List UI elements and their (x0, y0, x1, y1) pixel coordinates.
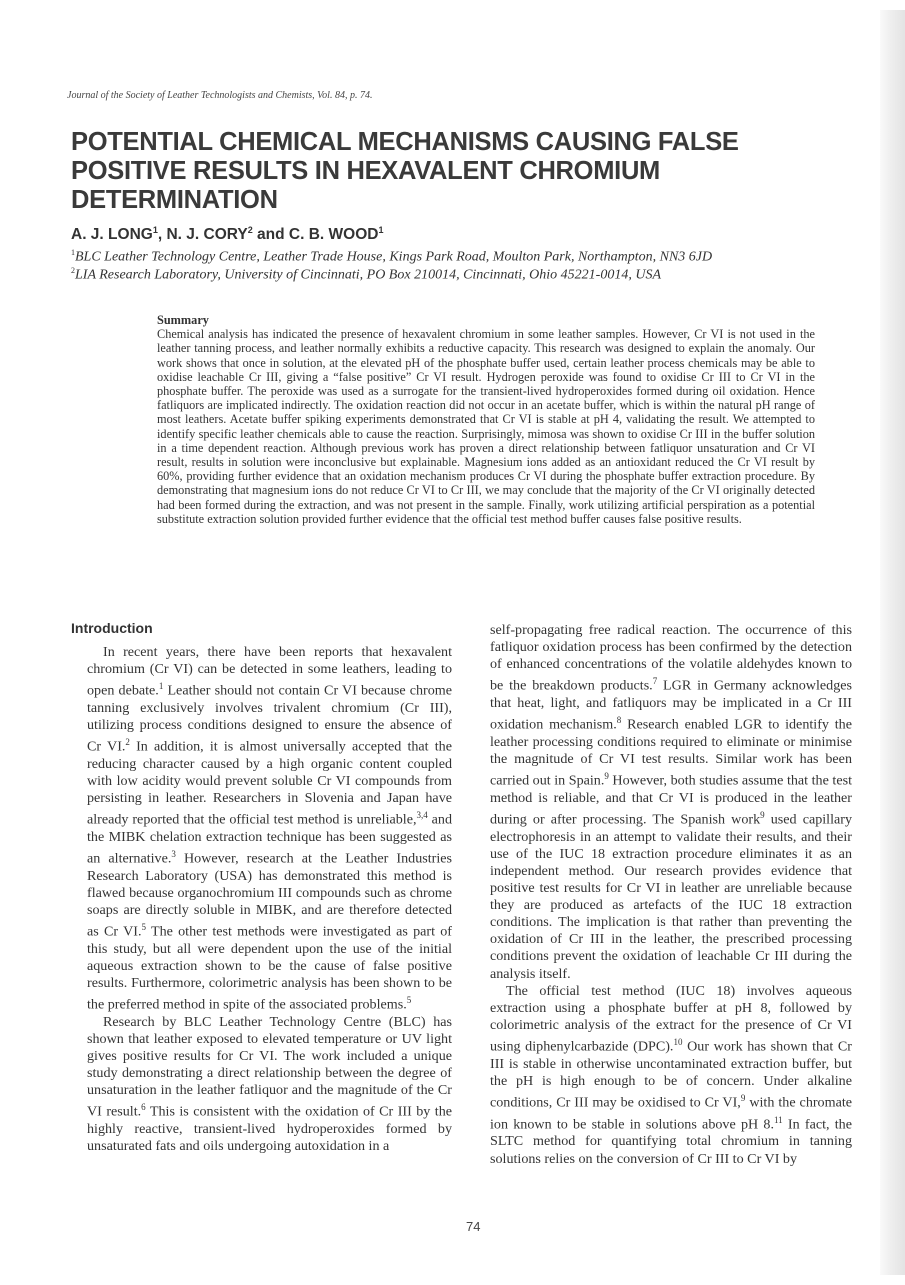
summary-text: Chemical analysis has indicated the presence of hexavalent chromium in some leather samples. However, Cr VI is not used in the leather tanning process, and leather normally exhibits a reductive capacity. This research was designed to explain the anomaly. Our work shows that once in solution, at the elevated pH of the phosphate buffer used, certain leather process chemicals may be able to oxidise leachable Cr III, giving a “false positive” Cr VI result. Hydrogen peroxide was found to oxidise Cr III to Cr VI in the phosphate buffer. The peroxide was used as a surrogate for the transient-lived hydroperoxides formed during oil oxidation. Hence fatliquors are implicated indirectly. The oxidation reaction did not occur in an acetate buffer, which is within the natural pH range of most leathers. Acetate buffer spiking experiments demonstrated that Cr VI is stable at pH 4, validating the result. We attempted to identify specific leather chemicals able to cause the reaction. Surprisingly, mimosa was shown to oxidise Cr III in the buffer solution in a time dependent reaction. Although previous work has proven a direct relationship between fatliquor unsaturation and Cr VI result, results in solution were inconclusive but explainable. Magnesium ions added as an antioxidant reduced the Cr VI result by 60%, providing further evidence that an oxidation mechanism produces Cr VI during the phosphate buffer extraction procedure. By demonstrating that magnesium ions do not reduce Cr VI to Cr III, we may conclude that the majority of the Cr VI originally detected had been formed during the extraction, and was not present in the sample. Finally, work utilizing artificial perspiration as a potential substitute extraction solution provided further evidence that the official test method buffer causes false positive results. (157, 327, 815, 526)
author-name: C. B. WOOD (288, 226, 379, 244)
reference-marker: 3,4 (416, 810, 428, 821)
affiliation-text: BLC Leather Technology Centre, Leather Trade House, Kings Park Road, Moulton Park, Northampton, NN3 6JD (75, 249, 713, 265)
reference-marker: 1 (158, 681, 164, 692)
body-paragraph: Research by BLC Leather Technology Centre (BLC) has shown that leather exposed to elevated temperature or UV light gives positive results for Cr VI. The work included a unique study demonstrating a direct relationship between the degree of unsaturation in the leather fatliquor and the magnitude of the Cr VI result.$^6$ This is consistent with the oxidation of Cr III by the highly reactive, transient-lived hydroperoxides formed by unsaturated fats and oils undergoing autoxidation in a (87, 1014, 452, 1155)
reference-marker: 11 (773, 1114, 783, 1125)
page-number: 74 (466, 1219, 481, 1234)
scan-page-edge (880, 10, 905, 1275)
reference-marker: 7 (652, 676, 658, 687)
reference-marker: 6 (141, 1102, 146, 1113)
left-paragraphs (87, 644, 452, 1155)
affiliation-2 (71, 266, 871, 284)
reference-marker: 5 (141, 922, 146, 933)
reference-marker: 3 (171, 849, 176, 860)
body-column-left (71, 620, 452, 1155)
affiliation-number: 2 (71, 266, 75, 275)
author-name: N. J. CORY (166, 226, 248, 244)
author-affiliation-marker: 2 (247, 225, 253, 235)
body-paragraph: In recent years, there have been reports that hexavalent chromium (Cr VI) can be detected in some leathers, leading to open debate.$^1$ Leather should not contain Cr VI because chrome tanning exclusively involves trivalent chromium (Cr III), utilizing process conditions designed to ensure the absence of Cr VI.$^2$ In addition, it is almost universally accepted that the reducing character caused by a high organic content coupled with low acidity would prevent soluble Cr VI compounds from persisting in leather. Researchers in Slovenia and Japan have already reported that the official test method is unreliable,$^{3,4}$ and the MIBK chelation extraction technique has been suggested as an alternative.$^3$ However, research at the Leather Industries Research Laboratory (USA) has demonstrated this method is flawed because organochromium III compounds such as chrome soaps are directly soluble in MIBK, and are therefore detected as Cr VI.$^5$ The other test methods were investigated as part of this study, but all were dependent upon the use of the initial aqueous extraction shown to be the cause of false positive results. Furthermore, colorimetric analysis has been shown to be the preferred method in spite of the associated problems.$^5$ (87, 644, 452, 1013)
reference-marker: 9 (740, 1092, 746, 1103)
author-list: A. J. LONG$^1$, N. J. CORY$^2$ and C. B. WOOD$^1$ (71, 225, 384, 244)
reference-marker: 2 (125, 737, 130, 748)
body-paragraph: The official test method (IUC 18) involves aqueous extraction using a phosphate buffer at pH 8, followed by colorimetric analysis of the extract for the presence of Cr VI using diphenylcarbazide (DPC).$^{10}$ Our work has shown that Cr III is stable in otherwise uncontaminated extraction buffer, but the pH is high enough to be of concern. Under alkaline conditions, Cr III may be oxidised to Cr VI,$^9$ with the chromate ion known to be stable in solutions above pH 8.11 In fact, the SLTC method for quantifying total chromium in tanning solutions relies on the conversion of Cr III to Cr VI by (490, 982, 852, 1167)
affiliation-text: LIA Research Laboratory, University of Cincinnati, PO Box 210014, Cincinnati, Ohio 45221-0014, USA (75, 267, 662, 283)
reference-marker: 5 (406, 995, 412, 1006)
reference-marker: 8 (616, 715, 622, 726)
body-column-right (490, 622, 852, 1168)
author-affiliation-marker: 1 (378, 225, 384, 235)
right-paragraphs (490, 622, 852, 1168)
affiliation-number: 1 (71, 248, 75, 257)
summary-heading: Summary (157, 313, 209, 327)
introduction-heading: Introduction (71, 620, 153, 636)
reference-marker: 9 (760, 810, 765, 820)
summary-section (157, 313, 815, 526)
reference-marker: 9 (604, 771, 609, 782)
affiliation-1 (71, 248, 871, 266)
reference-marker: 10 (673, 1036, 683, 1047)
author-name: A. J. LONG (71, 226, 153, 244)
body-paragraph: self-propagating free radical reaction. The occurrence of this fatliquor oxidation process has been confirmed by the detection of enhanced concentrations of the volatile aldehydes known to be the breakdown products.$^7$ LGR in Germany acknowledges that heat, light, and fatliquors may be implicated in a Cr III oxidation mechanism.$^8$ Research enabled LGR to identify the leather processing conditions required to eliminate or minimise the magnitude of Cr VI test results. Similar work has been carried out in Spain.$^9$ However, both studies assume that the test method is reliable, and that Cr VI is produced in the leather during or after processing. The Spanish work$^9$ used capillary electrophoresis in an attempt to validate their results, and their use of the IUC 18 extraction procedure eliminates it as an independent method. Our research provides evidence that positive test results for Cr VI in leather are unreliable because they are produced as artefacts of the IUC 18 extraction conditions. The implication is that rather than preventing the oxidation of Cr III in the leather, the prescribed processing conditions prevent the oxidation of leachable Cr III during the analysis itself. (490, 622, 852, 982)
article-title: POTENTIAL CHEMICAL MECHANISMS CAUSING FALSE POSITIVE RESULTS IN HEXAVALENT CHROMIUM DETERMINATION (71, 128, 739, 214)
author-affiliation-marker: 1 (152, 225, 158, 235)
journal-header: Journal of the Society of Leather Technologists and Chemists, Vol. 84, p. 74. (67, 90, 373, 101)
